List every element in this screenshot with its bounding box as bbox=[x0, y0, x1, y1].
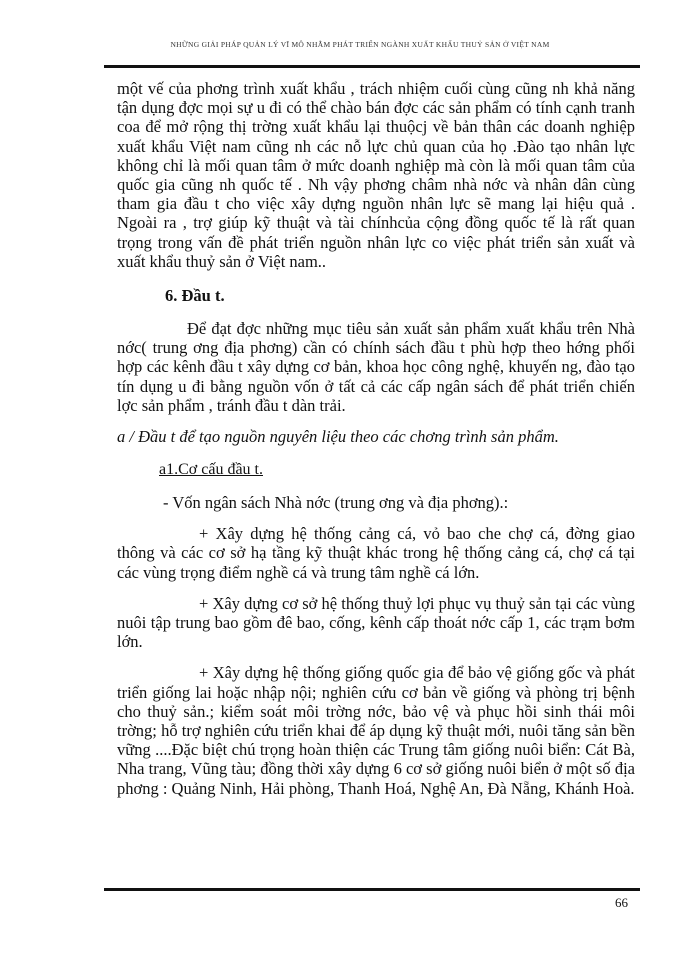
section-heading-investment: 6. Đầu t. bbox=[165, 286, 225, 306]
subsection-heading-a1 bbox=[159, 460, 635, 479]
plus-item-seed-system: + Xây dựng hệ thống giống quốc gia để bảo vệ giống gốc và phát triển giống lai hoặc nhập nội; nghiên cứu cơ bản về giống và phòng trị bệnh cho thuỷ sản.; kiểm soát môi trờng nớc, bảo vệ và phục hồi sinh thái môi trờng; hỗ trợ nghiên cứu triển khai để áp dụng kỹ thuật mới, nuôi tăng sản bền vững ....Đặc biệt chú trọng hoàn thiện các Trung tâm giống nuôi biển: Cát Bà, Nha trang, Vũng tàu; đồng thời xây dựng 6 cơ sở giống nuôi biển ở một số địa phơng : Quảng Ninh, Hải phòng, Thanh Hoá, Nghệ An, Đà Nẵng, Khánh Hoà. bbox=[117, 663, 635, 798]
subsection-heading-a: a / Đầu t để tạo nguồn nguyên liệu theo các chơng trình sản phẩm. bbox=[117, 427, 559, 447]
budget-capital-item: - Vốn ngân sách Nhà nớc (trung ơng và địa phơng).: bbox=[163, 493, 509, 513]
page-body bbox=[117, 79, 635, 798]
footer-rule bbox=[104, 888, 640, 891]
page-number: 66 bbox=[615, 895, 628, 910]
header-rule bbox=[104, 65, 640, 68]
paragraph-training: một vế của phơng trình xuất khẩu , trách nhiệm cuối cùng cũng nh khả năng tận dụng đợc mọi sự u đi có thể chào bán đợc các sản phẩm có tính cạnh tranh coa để mở rộng thị trờng xuất khẩu lại thuộcj về bản thân các doanh nghiệp xuất khẩu Việt nam cũng nh các nỗ lực chủ quan của họ .Đào tạo nhân lực không chỉ là mối quan tâm ở mức doanh nghiệp mà còn là mối quan tâm của quốc gia cũng nh quốc tế . Nh vậy phơng châm nhà nớc và nhân dân cùng tham gia đầu t cho việc xây dựng nguồn nhân lực sẽ mang lại hiệu quả . Ngoài ra , trợ giúp kỹ thuật và tài chínhcủa cộng đồng quốc tế là rất quan trọng trong vấn đề phát triển nguồn nhân lực co việc phát triển sản xuất và xuất khẩu thuỷ sản ở Việt nam.. bbox=[117, 79, 635, 271]
subsection-heading-a1-text: a1.Cơ cấu đầu t. bbox=[159, 461, 263, 479]
plus-item-fishing-ports: + Xây dựng hệ thống cảng cá, vỏ bao che chợ cá, đờng giao thông và các cơ sở hạ tầng kỹ thuật khác trong hệ thống cảng cá, chợ cá tại các vùng trọng điểm nghề cá và trung tâm nghề cá lớn. bbox=[117, 524, 635, 582]
paragraph-investment-policy: Để đạt đợc những mục tiêu sản xuất sản phẩm xuất khẩu trên Nhà nớc( trung ơng địa phơng) cần có chính sách đầu t phù hợp theo hớng phối hợp các kênh đầu t xây dựng cơ bản, khoa học công nghệ, khuyến ng, đào tạo tín dụng u đi bằng nguồn vốn ở tất cả các cấp ngân sách để phát triển chiến lợc sản phẩm , tránh đầu t dàn trải. bbox=[117, 319, 635, 415]
running-header: NHỮNG GIẢI PHÁP QUẢN LÝ VĨ MÔ NHẰM PHÁT TRIỂN NGÀNH XUẤT KHẨU THUỶ SẢN Ở VIỆT NAM bbox=[170, 40, 550, 49]
plus-item-irrigation: + Xây dựng cơ sở hệ thống thuỷ lợi phục vụ thuỷ sản tại các vùng nuôi tập trung bao gồm đê bao, cống, kênh cấp thoát nớc cấp 1, các trạm bơm lớn. bbox=[117, 593, 635, 652]
